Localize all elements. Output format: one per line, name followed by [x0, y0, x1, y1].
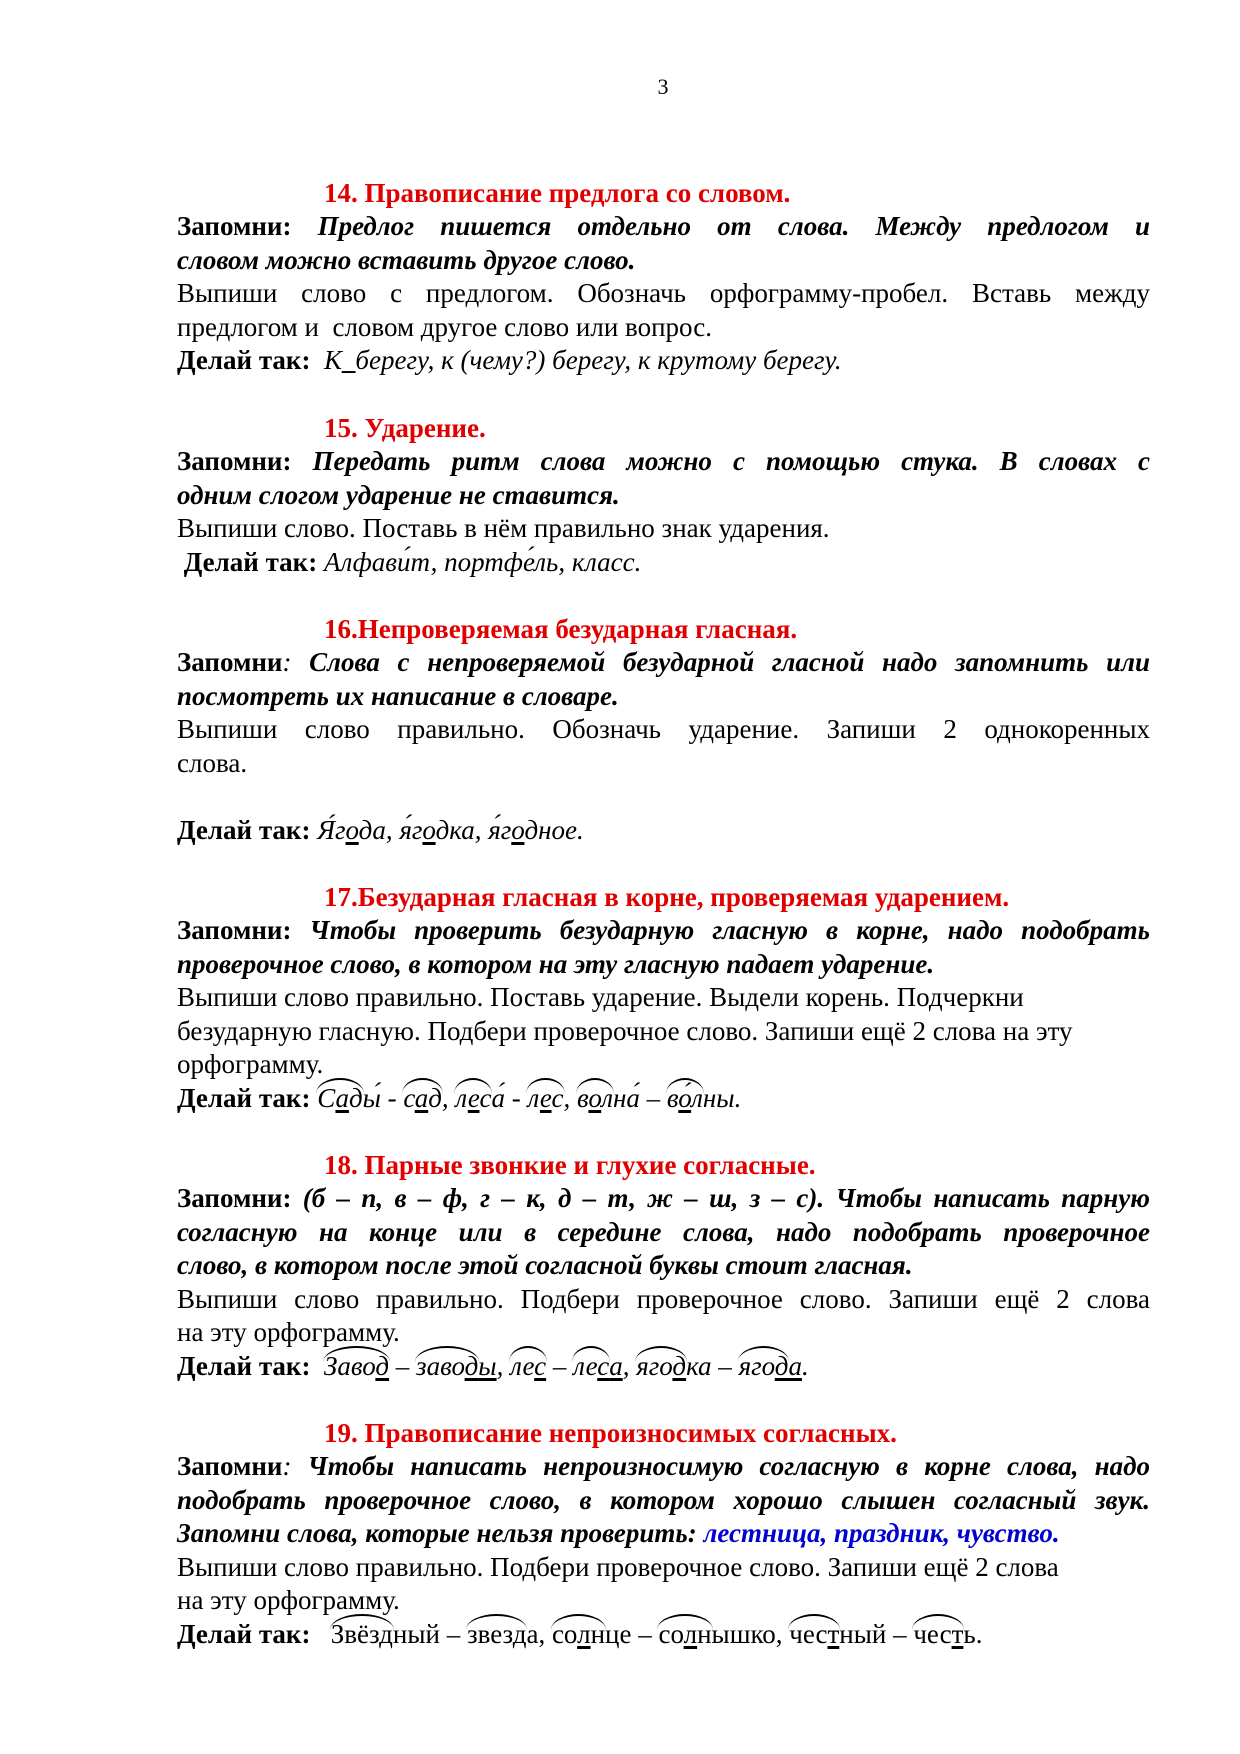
text-run: Запомни слова, которые нельзя проверить:: [177, 1518, 704, 1548]
text-run: предлогом и словом другое слово или вопрос.: [177, 311, 712, 342]
text-run: (б – п, в – ф, г – к, д – т, ж – ш, з – с). Чтобы написать парную: [302, 1183, 1150, 1213]
text-run: Выпиши слово правильно. Подбери проверочное слово. Запиши ещё 2 слова: [177, 1283, 1150, 1314]
underlined-letter: т: [951, 1618, 964, 1649]
root-arc-mark: [331, 1618, 393, 1652]
section-heading: 16.Непроверяемая безударная гласная.: [324, 614, 798, 644]
text-line: [177, 1283, 1150, 1317]
text-run: ны.: [702, 1082, 742, 1113]
underlined-letter: с: [534, 1350, 547, 1381]
text-run: ле: [510, 1350, 535, 1381]
underlined-letter: о́: [678, 1082, 692, 1113]
text-run: :: [282, 1451, 308, 1481]
root-arc-mark: [913, 1618, 963, 1652]
text-run: с: [479, 1082, 492, 1113]
text-run: да, я́г: [358, 814, 423, 845]
text-run: Делай так:: [177, 814, 318, 845]
text-run: безударную гласную. Подбери проверочное слово. Запиши ещё 2 слова на эту: [177, 1015, 1073, 1046]
root-arc-mark: [510, 1350, 546, 1384]
underlined-letter: а: [414, 1082, 429, 1113]
text-line: [177, 747, 1150, 781]
text-run: согласную на конце или в середине слова, надо подобрать проверочное: [177, 1216, 1150, 1247]
text-line: [177, 1316, 1150, 1350]
text-run: звез: [466, 1618, 513, 1649]
text-run: со: [551, 1618, 578, 1649]
text-run: Выпиши слово правильно. Обозначь ударение. Запиши 2 однокоренных: [177, 714, 1150, 744]
section-18: [177, 1148, 1150, 1383]
root-arc-mark: [573, 1350, 609, 1384]
text-run: :: [282, 647, 310, 677]
text-run: ,: [622, 1350, 637, 1381]
text-line: [177, 713, 1150, 747]
root-arc-mark: [403, 1082, 441, 1116]
text-run: слово, в котором после этой согласной буквы стоит гласная.: [177, 1250, 913, 1280]
text-run: ,: [441, 1082, 456, 1113]
page-number: 3: [657, 74, 669, 99]
text-run: Звёз: [330, 1618, 380, 1649]
text-line: [177, 1082, 1150, 1116]
text-line: [177, 1182, 1150, 1216]
text-line: [177, 1450, 1150, 1484]
text-run: л: [527, 1082, 540, 1113]
text-run: ь.: [963, 1618, 983, 1649]
text-run: Запомни: [177, 647, 283, 677]
text-run: Запомни: [177, 1451, 283, 1481]
text-line: [177, 1350, 1150, 1384]
underlined-letter: с: [597, 1350, 610, 1381]
text-line: [177, 914, 1150, 948]
text-run: Предлог пишется отдельно от слова. Между предлогом и: [317, 211, 1150, 241]
text-line: [177, 1249, 1150, 1283]
underlined-letter: е: [467, 1082, 480, 1113]
text-run: л: [455, 1082, 468, 1113]
underlined-letter: д: [774, 1350, 789, 1381]
underlined-letter: д: [464, 1350, 479, 1381]
text-run: ышко,: [711, 1618, 790, 1649]
text-run: Делай так:: [177, 1082, 318, 1113]
text-run: яго: [636, 1350, 673, 1381]
text-run: на эту орфограмму.: [177, 1585, 400, 1615]
text-run: посмотреть их написание в словаре.: [177, 680, 619, 711]
underlined-letter: о: [588, 1082, 602, 1113]
text-run: Делай так:: [177, 546, 324, 577]
text-run: –: [389, 1350, 417, 1381]
text-line: [177, 780, 1150, 814]
text-run: Запомни:: [177, 1183, 303, 1213]
text-run: ный –: [839, 1618, 914, 1649]
section-heading: 19. Правописание непроизносимых согласных.: [324, 1418, 897, 1448]
text-line: [177, 1216, 1150, 1250]
text-run: Делай так:: [177, 1350, 324, 1381]
section-15: [177, 411, 1150, 579]
text-line: [177, 1551, 1150, 1585]
root-arc-mark: [577, 1082, 613, 1116]
text-line: [177, 1484, 1150, 1518]
text-run: на эту орфограмму.: [177, 1317, 400, 1347]
text-line: [177, 344, 1150, 378]
root-arc-mark: [667, 1082, 703, 1116]
text-run: Слова с непроверяемой безударной гласной надо запомнить или: [309, 647, 1150, 677]
root-arc-mark: [636, 1350, 686, 1384]
text-run: Заво: [323, 1350, 376, 1381]
underlined-letter: а: [609, 1350, 623, 1381]
text-run: це –: [605, 1618, 659, 1649]
root-arc-mark: [467, 1618, 527, 1652]
section-heading: 18. Парные звонкие и глухие согласные.: [324, 1150, 816, 1180]
section-heading: 17.Безударная гласная в корне, проверяемая ударением.: [324, 882, 1010, 912]
root-arc-mark: [552, 1618, 605, 1652]
underlined-letter: л: [577, 1618, 591, 1649]
underlined-letter: е: [539, 1082, 552, 1113]
text-run: л: [601, 1082, 613, 1113]
text-run: Выпиши слово. Поставь в нём правильно знак ударения.: [177, 513, 830, 543]
text-line: [177, 512, 1150, 546]
text-run: Запомни:: [177, 915, 310, 945]
text-run: с: [403, 1082, 415, 1113]
text-run: ный –: [392, 1618, 467, 1649]
text-run: ле: [573, 1350, 598, 1381]
section-14: [177, 176, 1150, 378]
text-run: на́ –: [613, 1082, 667, 1113]
text-run: Запомни:: [177, 211, 318, 241]
section-16: [177, 612, 1150, 847]
text-run: лестница, праздник, чувство.: [703, 1518, 1060, 1548]
text-line: [177, 445, 1150, 479]
text-run: слова.: [177, 747, 248, 778]
root-arc-mark: [455, 1082, 491, 1116]
root-arc-mark: [416, 1350, 478, 1384]
text-run: орфограмму.: [177, 1049, 324, 1079]
text-run: подобрать проверочное слово, в котором хорошо слышен согласный звук.: [177, 1484, 1150, 1515]
text-run: чес: [913, 1618, 952, 1649]
text-line: [177, 814, 1150, 848]
text-run: в: [577, 1082, 589, 1113]
text-run: Запомни:: [177, 446, 313, 476]
text-run: Я́г: [317, 814, 346, 845]
text-run: Алфави́т, портфе́ль, класс.: [323, 546, 642, 577]
underlined-letter: о: [345, 814, 359, 845]
text-run: яго: [738, 1350, 775, 1381]
text-run: а́ -: [491, 1082, 528, 1113]
text-line: [177, 981, 1150, 1015]
text-run: ка –: [686, 1350, 739, 1381]
text-run: д: [348, 1082, 363, 1113]
section-17: [177, 880, 1150, 1115]
underlined-letter: д: [379, 1618, 393, 1649]
text-run: Делай так:: [177, 345, 324, 375]
text-run: ы́ -: [362, 1082, 404, 1113]
text-run: берегу, к (чему?) берегу, к крутому берегу.: [355, 345, 842, 375]
underlined-letter: т: [827, 1618, 840, 1649]
text-run: проверочное слово, в котором на эту гласную падает ударение.: [177, 948, 935, 979]
underlined-letter: а: [335, 1082, 349, 1113]
text-run: чес: [789, 1618, 828, 1649]
text-line: [177, 1517, 1150, 1551]
text-run: Выпиши слово правильно. Подбери проверочное слово. Запиши ещё 2 слова: [177, 1551, 1059, 1582]
text-run: Чтобы написать непроизносимую согласную в корне слова, надо: [307, 1451, 1150, 1481]
section-heading: 15. Ударение.: [324, 413, 486, 443]
text-run: Передать ритм слова можно с помощью стука. В словах с: [312, 446, 1150, 476]
text-line: [177, 244, 1150, 278]
text-run: К: [323, 345, 342, 375]
text-run: н: [590, 1618, 606, 1649]
underlined-letter: д: [375, 1350, 390, 1381]
text-run: д: [428, 1082, 442, 1113]
underlined-letter: л: [683, 1618, 698, 1649]
underlined-letter: о: [422, 814, 436, 845]
text-run: Выпиши слово правильно. Поставь ударение. Выдели корень. Подчеркни: [177, 982, 1024, 1012]
text-line: [177, 1048, 1150, 1082]
text-run: С: [317, 1082, 336, 1113]
text-run: ,: [563, 1082, 578, 1113]
text-line: [177, 948, 1150, 982]
text-line: [177, 680, 1150, 714]
text-run: дка, я́г: [435, 814, 512, 845]
underlined-letter: д: [672, 1350, 687, 1381]
text-line: [177, 479, 1150, 513]
text-line: [177, 311, 1150, 345]
text-run: _: [341, 345, 356, 375]
text-line: [177, 210, 1150, 244]
text-line: [177, 646, 1150, 680]
text-run: ,: [496, 1350, 511, 1381]
text-run: с: [551, 1082, 564, 1113]
text-run: –: [546, 1350, 574, 1381]
text-line: [177, 1584, 1150, 1618]
root-arc-mark: [324, 1350, 389, 1384]
text-run: Делай так:: [177, 1618, 331, 1649]
root-arc-mark: [527, 1082, 563, 1116]
text-run: заво: [416, 1350, 465, 1381]
text-run: н: [697, 1618, 712, 1649]
root-arc-mark: [789, 1618, 839, 1652]
text-line: [177, 1618, 1150, 1652]
underlined-letter: ы: [478, 1350, 497, 1381]
text-run: дное.: [524, 814, 584, 845]
text-run: со: [658, 1618, 684, 1649]
section-heading: 14. Правописание предлога со словом.: [324, 178, 791, 208]
text-run: л: [691, 1082, 703, 1113]
section-19: [177, 1416, 1150, 1651]
text-line: [177, 546, 1150, 580]
text-run: одним слогом ударение не ставится.: [177, 479, 620, 510]
root-arc-mark: [739, 1350, 789, 1384]
root-arc-mark: [317, 1082, 362, 1116]
text-run: а,: [526, 1618, 552, 1649]
underlined-letter: о: [511, 814, 525, 845]
text-line: [177, 1015, 1150, 1049]
root-arc-mark: [658, 1618, 711, 1652]
text-run: Выпиши слово с предлогом. Обозначь орфограмму-пробел. Вставь между: [177, 278, 1150, 308]
text-run: в: [666, 1082, 679, 1113]
text-run: словом можно вставить другое слово.: [177, 244, 636, 275]
text-run: .: [801, 1350, 809, 1381]
text-run: Чтобы проверить безударную гласную в корне, надо подобрать: [309, 915, 1150, 945]
underlined-letter: д: [512, 1618, 527, 1649]
underlined-letter: а: [788, 1350, 802, 1381]
text-line: [177, 277, 1150, 311]
